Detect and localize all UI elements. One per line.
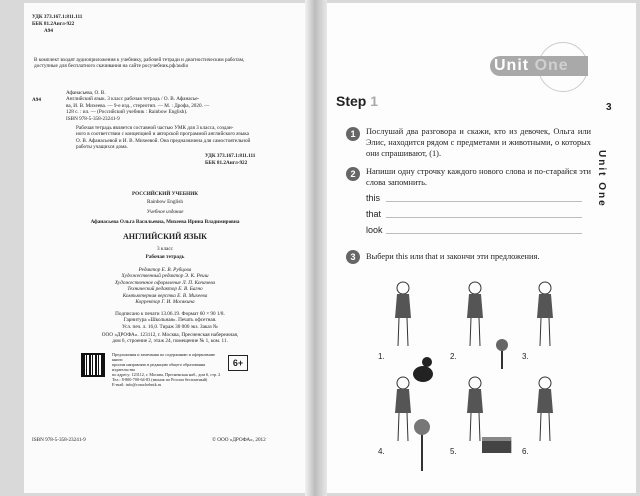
udk-code-2: УДК 373.167.1:811.111 [205,153,256,159]
word-that: that [366,209,382,219]
task-3-number: 3 [346,250,360,264]
unit-word: Unit [494,57,530,74]
step-number: 1 [370,93,379,109]
book-gutter [305,0,327,496]
qr-code [81,353,105,377]
feedback-info: Предложения и замечания по содержанию и оформлению книги просим направлять в редакцию общего образования издательства по адресу: 123112, г. Москва, Пресненская наб., дом 6, стр. 2 Тел.: 8-800-700-64-83 (звонок по России бесплатный) E-mail: info@rosuchebnik.ru [112,352,221,387]
figure-label-4: 4. [378,447,385,456]
print-info: Подписано к печати 13.06.19. Формат 60 × 90 1/8. Гарнитура «Школьная». Печать офсетная. Усл. печ. л. 16,0. Тираж 30 000 экз. Заказ № [115,311,225,330]
book-grade: 3 класс [157,246,173,252]
flower-picture [402,410,442,480]
series-rainbow: Rainbow English [147,199,183,205]
step-heading [336,93,378,109]
isbn: ISBN 978-5-358-23241-9 [32,437,86,443]
figure-label-5: 5. [450,447,457,456]
word-look: look [366,225,383,235]
unit-header-text [494,56,569,76]
task-2-text: Напиши одну строчку каждого нового слова и по-старайся эти слова запомнить. [366,167,591,187]
publisher-address: ООО «ДРОФА». 123112, г. Москва, Пресненская набережная, дом 6, строение 2, этаж 24, помещение № 1, ком. 11. [101,332,239,345]
task-1-body: Послушай два разговора и скажи, кто из девочек, Ольга или Элис, находится рядом с предметами и животными, о которых они спрашивают, (1). [366,127,591,158]
edition-type: Учебное издание [146,209,184,215]
vertical-unit-label: Unit One [596,150,607,208]
bbk-code: ББК 81.2Англ-922 [32,21,75,27]
audio-note: В комплект входят аудиоприложения к учебнику, рабочей тетради и диагностическим работам, доступные для бесплатного скачивания на сайте росучебник.рф/audio [34,57,245,70]
book-description: Рабочая тетрадь является составной частью УМК для 3 класса, создан- ного в соответствии с концепцией и авторской программой английского языка О. В. Афанасьевой и И. В. Михеевой. Она предназначена для самостоятельной работы учащихся дома. [76,125,251,151]
word-this: this [366,193,381,203]
series-name: РОССИЙСКИЙ УЧЕБНИК [131,191,198,197]
authors-full: Афанасьева Ольга Васильевна, Михеева Ирина Владимировна [90,219,240,225]
step-word: Step [336,93,367,109]
figure-label-1: 1. [378,352,385,361]
editorial-staff: Редактор Е. В. Рубцова Художественный редактор Э. К. Реиш Художественное оформление Л. П. Копачева Технический редактор Е. В. Багно Компьютерная верстка Е. В. Михеева Корректор Г. И. Мосякина [114,267,216,306]
author-code: А94 [32,97,41,103]
unit-number: One [534,57,569,74]
figure-label-3: 3. [522,352,529,361]
page-number: 3 [606,102,612,113]
writing-line-2[interactable] [386,217,582,218]
bbk-code-2: ББК 81.2Англ-922 [205,160,248,166]
figure-label-6: 6. [522,447,529,456]
writing-line-1[interactable] [386,201,582,202]
catalog-code: А94 [44,28,53,34]
age-rating-badge: 6+ [228,355,248,371]
udk-code: УДК 373.167.1:811.111 [32,14,83,20]
task-1-number: 1 [346,127,360,141]
copyright: © ООО «ДРОФА», 2012 [212,437,266,443]
girl-figure-3 [525,280,565,350]
cake-picture [478,410,518,480]
book-title: АНГЛИЙСКИЙ ЯЗЫК [123,232,207,241]
task-3-text: Выбери this или that и закончи эти предложения. [366,252,540,261]
figure-label-2: 2. [450,352,457,361]
writing-line-3[interactable] [386,233,582,234]
book-type: Рабочая тетрадь [145,254,185,260]
task-2-number: 2 [346,167,360,181]
bibliographic-record: Афанасьева, О. В. Английский язык. 3 класс рабочая тетрадь / О. В. Афанасье- ва, И. В. Михеева. — 9-е изд., стереотип. — М. : Дрофа, 2020. — 128 с. : ил. — (Российский учебник : Rainbow English). ISBN 978-5-358-23241-9 [66,90,210,122]
task-1-text [366,126,591,159]
girl-figure-6 [525,375,565,445]
